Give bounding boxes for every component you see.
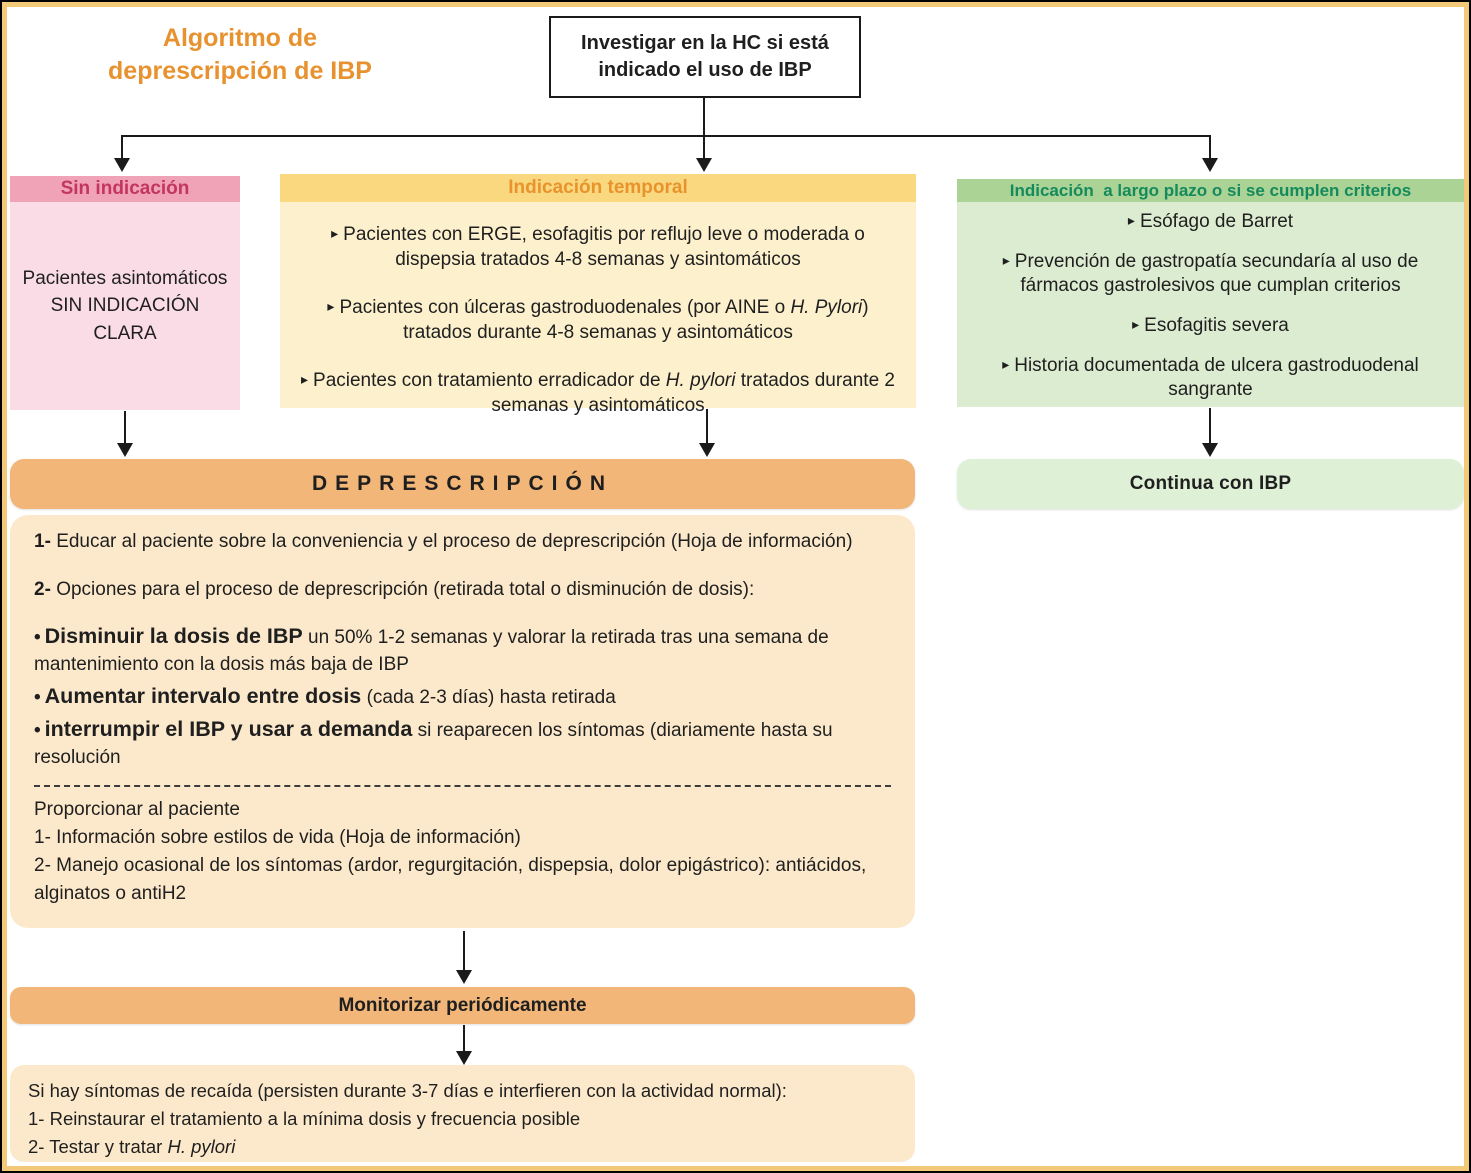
provide-item-2: 2- Manejo ocasional de los síntomas (ardor, regurgitación, dispepsia, dolor epigástrico): antiácidos, alginatos o antiH2	[34, 855, 867, 905]
option-item	[34, 681, 891, 712]
column-long-term	[957, 202, 1464, 407]
relapse-line-3-italic: H. pylori	[167, 1136, 236, 1158]
arrow-down-icon	[1202, 158, 1218, 172]
option-rest: (cada 2-3 días) hasta retirada	[366, 687, 616, 709]
diagram-title	[90, 22, 390, 87]
arrow-down-icon	[1202, 443, 1218, 457]
header-sin-indicacion	[10, 176, 240, 202]
continue-ibp-label: Continua con IBP	[1129, 473, 1292, 494]
arrow-down-icon	[696, 158, 712, 172]
deprescription-bar	[10, 459, 915, 509]
arrow-down-icon	[117, 443, 133, 457]
relapse-box	[10, 1065, 915, 1162]
long-term-bullet	[969, 210, 1452, 235]
temporal-bullet-italic: H. Pylori	[790, 297, 863, 319]
dot-bullet-icon: •	[34, 627, 41, 649]
header-indicacion-largo-plazo-label: Indicación a largo plazo o si se cumplen criterios	[1009, 180, 1412, 200]
option-lead: Disminuir la dosis de IBP	[44, 624, 303, 649]
monitor-bar	[10, 987, 915, 1024]
triangle-bullet-icon: ▸	[1002, 251, 1010, 268]
relapse-line-1: Si hay síntomas de recaída (persisten durante 3-7 días e interfieren con la actividad normal):	[28, 1080, 787, 1101]
deprescription-options	[34, 621, 891, 772]
continue-ibp-box	[957, 459, 1464, 509]
temporal-bullet-text: tratados durante 2 semanas y asintomáticos	[491, 370, 895, 417]
diagram-title-line2: deprescripción de IBP	[108, 56, 372, 85]
arrow-down-icon	[699, 443, 715, 457]
header-sin-indicacion-label: Sin indicación	[60, 178, 190, 199]
connector-line	[1209, 408, 1211, 444]
temporal-bullet-text: ) tratados durante 4-8 semanas y asintomáticos	[403, 297, 869, 344]
column-temporal	[280, 202, 916, 417]
long-term-bullet-text: Esófago de Barret	[1139, 211, 1294, 232]
connector-line	[703, 98, 705, 135]
investigate-box	[549, 16, 861, 98]
step-1-text: Educar al paciente sobre la conveniencia y el proceso de deprescripción (Hoja de información)	[56, 531, 853, 552]
long-term-bullet	[969, 354, 1452, 403]
triangle-bullet-icon: ▸	[327, 298, 335, 315]
option-lead: interrumpir el IBP y usar a demanda	[44, 717, 413, 742]
deprescription-content-box	[10, 515, 915, 928]
provide-section	[34, 796, 891, 908]
diagram-title-line1: Algoritmo de	[162, 24, 318, 52]
connector-line	[1209, 135, 1211, 159]
header-indicacion-largo-plazo	[957, 179, 1464, 202]
option-item	[34, 714, 891, 772]
connector-line	[121, 135, 123, 159]
deprescription-bar-label: DEPRESCRIPCIÓN	[311, 472, 614, 495]
option-rest: un 50% 1-2 semanas y valorar la retirada tras una semana de mantenimiento con la dosis más baja de IBP	[34, 627, 829, 676]
long-term-bullet-text: Prevención de gastropatía secundaría al uso de fármacos gastrolesivos que cumplan criterios	[1014, 250, 1419, 297]
temporal-bullet-text: Pacientes con ERGE, esofagitis por reflujo leve o moderada o dispepsia tratados 4-8 semanas y asintomáticos	[343, 224, 865, 271]
long-term-bullet	[969, 314, 1452, 339]
temporal-bullet-text: Pacientes con tratamiento erradicador de	[313, 370, 666, 392]
column-no-indication	[10, 202, 240, 410]
temporal-bullet-text: Pacientes con úlceras gastroduodenales (por AINE o	[339, 297, 791, 319]
long-term-bullet-text: Esofagitis severa	[1144, 315, 1289, 337]
connector-line	[703, 135, 705, 159]
provide-item-1: 1- Información sobre estilos de vida (Hoja de información)	[34, 827, 521, 849]
temporal-bullet	[298, 368, 898, 418]
option-lead: Aumentar intervalo entre dosis	[44, 684, 362, 709]
step-2-number: 2-	[34, 579, 51, 601]
long-term-bullet-text: Historia documentada de ulcera gastroduodenal sangrante	[1014, 354, 1419, 401]
triangle-bullet-icon: ▸	[331, 225, 339, 241]
dot-bullet-icon: •	[34, 687, 41, 709]
connector-line	[463, 1025, 465, 1052]
long-term-bullet	[969, 250, 1452, 299]
triangle-bullet-icon: ▸	[301, 371, 309, 388]
option-item	[34, 621, 891, 679]
arrow-down-icon	[114, 158, 130, 172]
triangle-bullet-icon: ▸	[1132, 316, 1140, 333]
connector-line	[124, 411, 126, 444]
header-indicacion-temporal	[280, 174, 916, 202]
dashed-divider	[34, 785, 891, 787]
no-indication-text: Pacientes asintomáticos SIN INDICACIÓN CLARA	[22, 267, 228, 344]
connector-line	[121, 135, 1211, 137]
arrow-down-icon	[456, 1051, 472, 1065]
temporal-bullet	[298, 295, 898, 345]
arrow-down-icon	[456, 970, 472, 984]
temporal-bullet	[298, 222, 898, 272]
step-1	[34, 529, 891, 555]
relapse-line-3	[28, 1133, 897, 1161]
option-rest: si reaparecen los síntomas (diariamente hasta su resolución	[34, 720, 833, 769]
provide-intro: Proporcionar al paciente	[34, 799, 240, 821]
step-2	[34, 577, 891, 603]
triangle-bullet-icon: ▸	[1002, 355, 1010, 372]
monitor-bar-label: Monitorizar periódicamente	[338, 994, 587, 1016]
step-1-number: 1-	[34, 531, 51, 552]
investigate-box-text: Investigar en la HC si está indicado el uso de IBP	[581, 32, 829, 81]
step-2-text: Opciones para el proceso de deprescripción (retirada total o disminución de dosis):	[56, 579, 755, 601]
temporal-bullet-italic: H. pylori	[665, 370, 736, 392]
relapse-line-2: 1- Reinstaurar el tratamiento a la mínima dosis y frecuencia posible	[28, 1108, 581, 1130]
relapse-line-3-text: 2- Testar y tratar	[28, 1136, 168, 1158]
connector-line	[463, 931, 465, 971]
header-indicacion-temporal-label: Indicación temporal	[508, 177, 688, 198]
triangle-bullet-icon: ▸	[1127, 212, 1135, 228]
dot-bullet-icon: •	[34, 720, 41, 742]
connector-line	[706, 409, 708, 444]
